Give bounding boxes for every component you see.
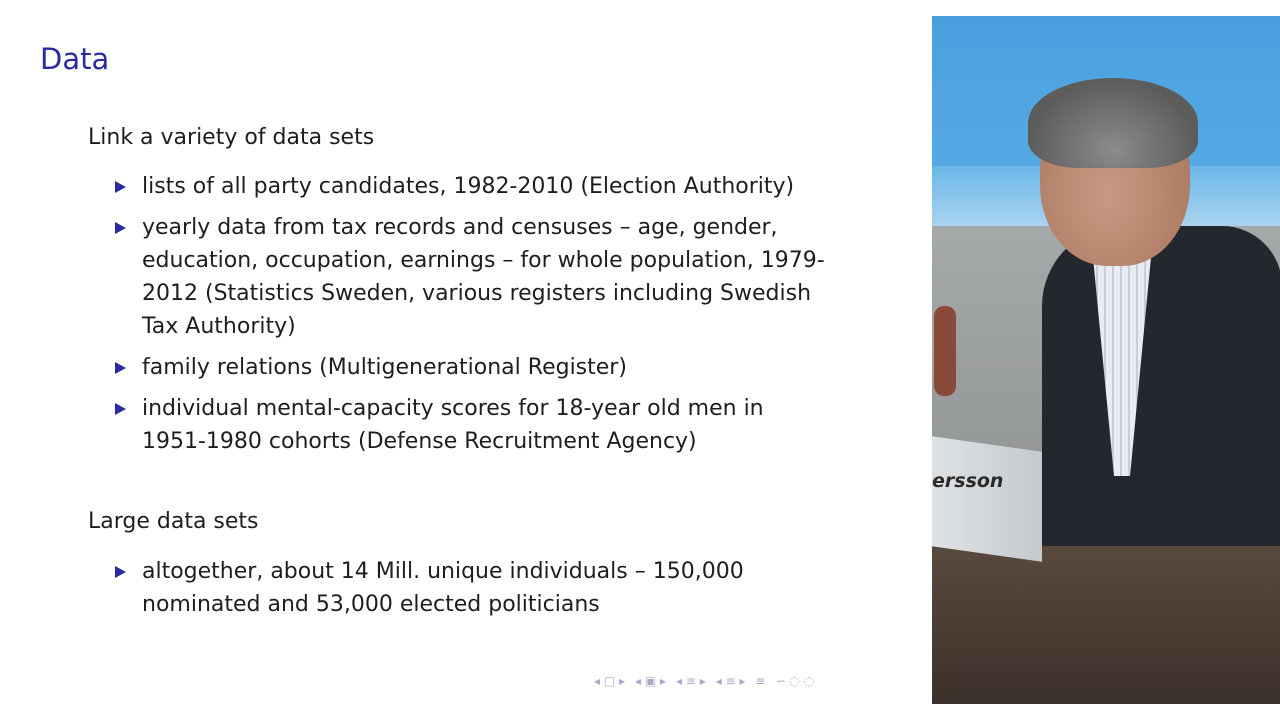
nav-subsection-icon[interactable]: ◂ ▣ ▸ bbox=[635, 674, 667, 688]
bullet-triangle-icon bbox=[115, 403, 126, 415]
nav-appendix-icon[interactable]: ≡ bbox=[755, 674, 766, 688]
bullet-triangle-icon bbox=[115, 222, 126, 234]
nameplate bbox=[932, 436, 1042, 561]
list-item bbox=[112, 170, 832, 203]
slide-title: Data bbox=[40, 42, 110, 76]
nav-search-icon[interactable]: ∽ ◌ ◌ bbox=[775, 674, 815, 688]
bullet-triangle-icon bbox=[115, 181, 126, 193]
bullet-list-large bbox=[112, 555, 832, 629]
beamer-navigation-bar bbox=[594, 674, 814, 688]
list-item bbox=[112, 555, 832, 621]
microphone bbox=[934, 306, 956, 396]
section-heading-link: Link a variety of data sets bbox=[88, 125, 375, 150]
list-item bbox=[112, 351, 832, 384]
list-item-text: yearly data from tax records and censuses – age, gender, education, occupation, earnings – for whole population, 1979-2012 (Statistics Sweden, various registers including Swedish Tax Authority) bbox=[142, 215, 825, 339]
speaker-hair bbox=[1028, 78, 1198, 168]
list-item-text: individual mental-capacity scores for 18-year old men in 1951-1980 cohorts (Defense Recruitment Agency) bbox=[142, 396, 764, 454]
speaker-jacket bbox=[1042, 226, 1280, 586]
speaker-video bbox=[932, 16, 1280, 704]
nav-frame-icon[interactable]: ◂ □ ▸ bbox=[594, 674, 626, 688]
bullet-triangle-icon bbox=[115, 566, 126, 578]
list-item bbox=[112, 392, 832, 458]
list-item bbox=[112, 211, 832, 343]
list-item-text: family relations (Multigenerational Register) bbox=[142, 355, 627, 380]
lectern bbox=[932, 546, 1280, 704]
nav-section-icon[interactable]: ◂ ≡ ▸ bbox=[715, 674, 746, 688]
nameplate-text: ersson bbox=[932, 470, 1004, 492]
section-heading-large: Large data sets bbox=[88, 509, 259, 534]
nav-section-icon[interactable]: ◂ ≡ ▸ bbox=[676, 674, 706, 688]
list-item-text: altogether, about 14 Mill. unique individuals – 150,000 nominated and 53,000 elected politicians bbox=[142, 559, 744, 617]
list-item-text: lists of all party candidates, 1982-2010 (Election Authority) bbox=[142, 174, 795, 199]
bullet-list-link bbox=[112, 170, 832, 466]
bullet-triangle-icon bbox=[115, 362, 126, 374]
